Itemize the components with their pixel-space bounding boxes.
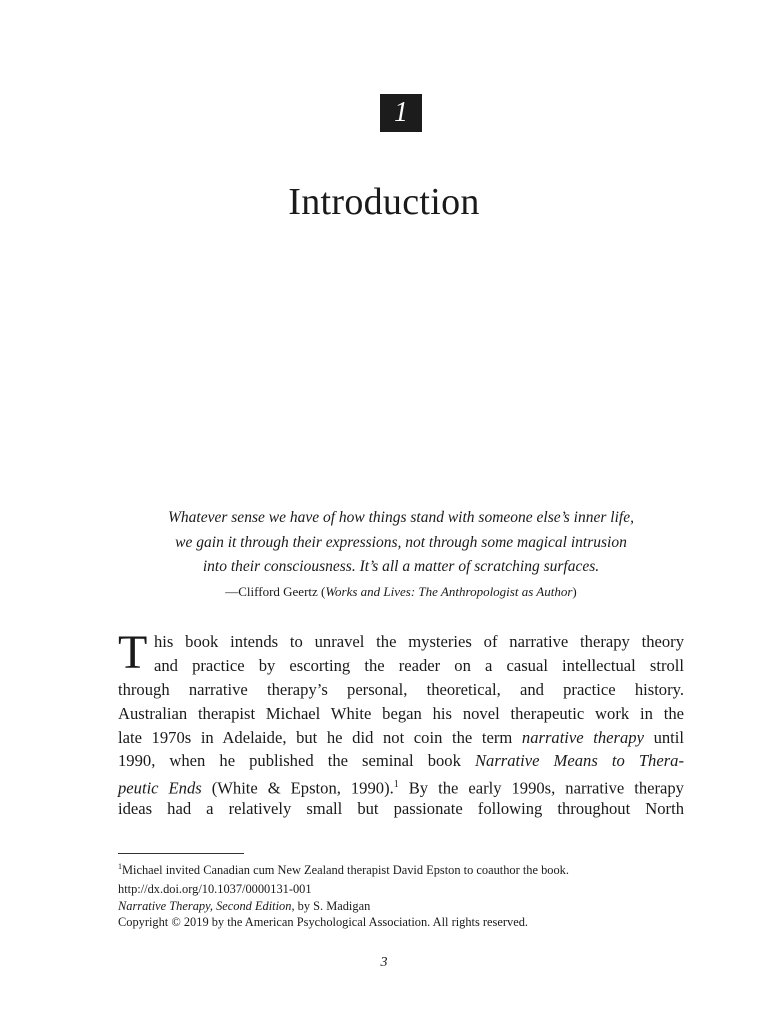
body-line: and practice by escorting the reader on a casual intellectual stroll [154,655,684,675]
attribution-suffix: ) [572,584,577,599]
page-number: 3 [380,955,388,970]
footnote [118,858,569,879]
body-text-run: (White & Epston, 1990). [201,778,394,798]
drop-cap: T [118,626,148,679]
body-italic-run: Narrative Means to Thera- [474,751,684,771]
copyright-notice: Copyright © 2019 by the American Psychological Association. All rights reserved. [118,915,528,929]
body-text-run: until [643,727,684,747]
footnote-marker: 1 [118,862,122,871]
chapter-number: 1 [394,97,408,128]
body-italic-run: peutic Ends [118,778,202,798]
body-line: through narrative therapy’s personal, theoretical, and practice history. [118,679,684,699]
body-line [118,773,684,797]
body-text-run: late 1970s in Adelaide, but he did not coin the term [118,727,522,747]
attribution-prefix: —Clifford Geertz ( [225,584,326,599]
doi-link[interactable]: http://dx.doi.org/10.1037/0000131-001 [118,882,312,896]
body-paragraph [118,626,684,821]
body-line [118,726,684,750]
epigraph-attribution [118,583,684,601]
body-text-run: By the early 1990s, narrative therapy [398,778,684,798]
attribution-work: Works and Lives: The Anthropologist as Author [325,584,573,599]
body-line: Australian therapist Michael White began his novel therapeutic work in the [118,703,684,723]
footnote-rule [118,853,244,854]
footnote-text: Michael invited Canadian cum New Zealand therapist David Epston to coauthor the book. [122,863,569,878]
book-citation [118,898,528,915]
epigraph-line: into their consciousness. It’s all a matter of scratching surfaces. [202,558,600,575]
body-line: his book intends to unravel the mysteries of narrative therapy theory [154,632,684,651]
body-line: ideas had a relatively small but passionate following throughout North [118,799,684,819]
body-text-run: 1990, when he published the seminal book [118,751,475,771]
footnote-ref[interactable]: 1 [393,779,399,791]
epigraph [118,506,684,580]
publication-meta [118,881,528,931]
epigraph-line: we gain it through their expressions, not through some magical intrusion [175,533,627,551]
chapter-number-badge [380,94,422,132]
epigraph-line: Whatever sense we have of how things stand with someone else’s inner life, [168,509,634,526]
body-line [118,749,684,773]
byline: , by S. Madigan [291,898,371,913]
chapter-title: Introduction [288,181,480,223]
book-title: Narrative Therapy, Second Edition [118,898,292,913]
body-italic-run: narrative therapy [521,727,644,747]
